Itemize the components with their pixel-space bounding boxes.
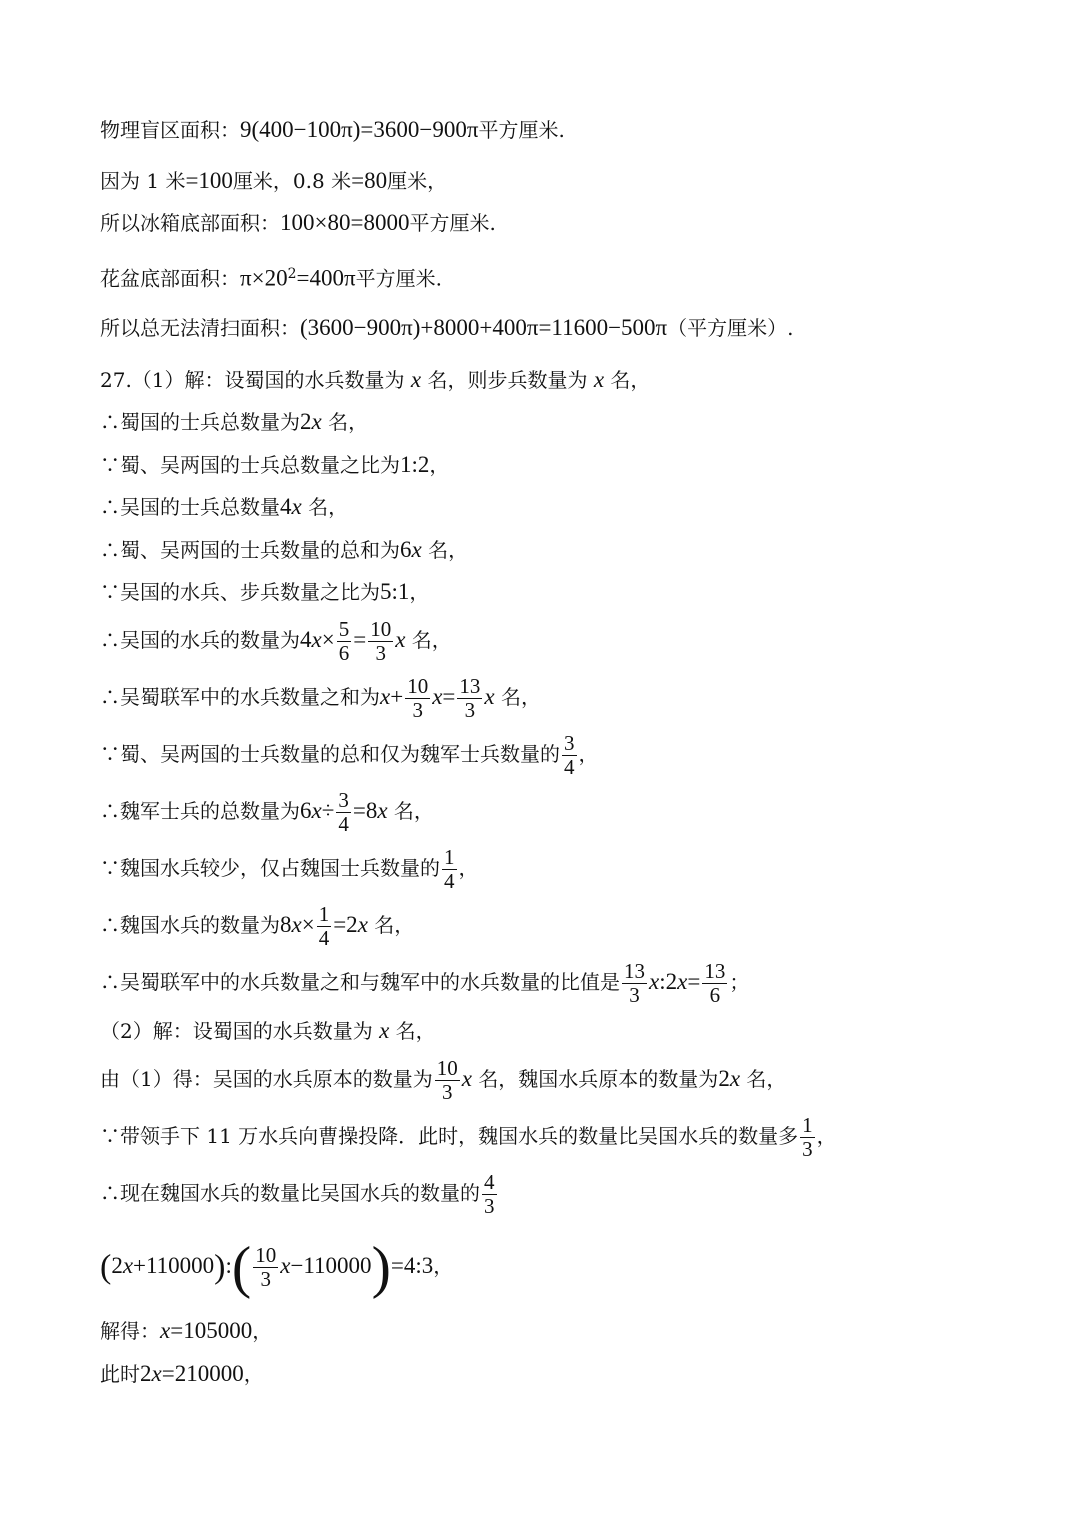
formula: 5:1: [380, 579, 410, 604]
denominator: 6: [709, 983, 721, 1007]
formula: :2: [659, 969, 678, 994]
numerator: 5: [338, 617, 350, 641]
line-unit-conversion: [100, 167, 447, 195]
text: 名，: [610, 368, 651, 392]
line-ratio-1-2: [100, 451, 449, 479]
formula: 1:2: [400, 452, 430, 477]
formula: 2: [111, 1253, 123, 1278]
variable: x: [357, 912, 368, 937]
variable: x: [410, 367, 422, 392]
variable: x: [677, 969, 688, 994]
text: 解得：: [100, 1319, 160, 1343]
line-wei-navy: [100, 903, 414, 950]
fraction: [405, 675, 430, 722]
line-original-counts: [100, 1057, 786, 1104]
numerator: 1: [802, 1113, 813, 1137]
paren-right: ): [214, 1248, 226, 1286]
text: 27.（1）解：设蜀国的水兵数量为: [100, 368, 405, 392]
denominator: 3: [629, 983, 640, 1007]
formula: 6: [300, 798, 312, 823]
variable: x: [380, 684, 391, 709]
formula: 2: [718, 1066, 730, 1091]
numerator: 13: [459, 674, 481, 698]
text: ∵吴国的水兵、步兵数量之比为: [100, 580, 380, 604]
paren-left-large: (: [231, 1234, 252, 1300]
numerator: 10: [436, 1056, 458, 1080]
fraction: [368, 618, 393, 665]
line-wei-total: [100, 789, 434, 836]
variable: x: [593, 367, 605, 392]
formula: ÷: [321, 798, 335, 823]
fraction: [800, 1114, 815, 1161]
formula: =: [353, 627, 367, 652]
variable: x: [311, 409, 322, 434]
variable: x: [291, 494, 302, 519]
variable: x: [729, 1066, 741, 1091]
variable: x: [395, 627, 406, 652]
paren-right-large: ): [371, 1234, 391, 1300]
text: 名，则步兵数量为: [427, 368, 588, 392]
variable: x: [411, 537, 422, 562]
text: 名，: [746, 1067, 787, 1091]
fraction: [253, 1244, 278, 1291]
text: 平方厘米.: [355, 266, 442, 291]
variable: x: [377, 798, 388, 823]
text: ，: [578, 742, 599, 766]
denominator: 3: [802, 1137, 813, 1161]
line-surrender: [100, 1114, 837, 1161]
numerator: 10: [370, 617, 392, 641]
line-q27-setup: [100, 366, 650, 394]
line-ratio-result: [100, 960, 749, 1007]
formula: π×20: [240, 265, 288, 291]
text: ∴魏军士兵的总数量为: [100, 799, 300, 823]
text: （平方厘米）.: [667, 316, 794, 340]
line-part2-setup: [100, 1017, 436, 1045]
text: ，: [252, 1319, 273, 1343]
formula: −110000: [290, 1253, 372, 1278]
formula: =105000: [170, 1318, 253, 1343]
formula: =100: [185, 168, 233, 193]
formula: 9(400−100π)=3600−900π: [240, 117, 479, 142]
denominator: 4: [564, 755, 575, 779]
text: ∵带领手下 11 万水兵向曹操投降．此时，魏国水兵的数量比吴国水兵的数量多: [100, 1124, 799, 1148]
text: 所以总无法清扫面积：: [100, 316, 300, 340]
variable: x: [484, 684, 495, 709]
line-shu-wu-sum: [100, 536, 468, 564]
text: ，: [429, 453, 450, 477]
formula: =2: [333, 912, 358, 937]
text: 名，魏国水兵原本的数量为: [478, 1067, 719, 1091]
formula: =210000: [161, 1361, 244, 1386]
variable: x: [461, 1066, 472, 1091]
numerator: 13: [624, 959, 645, 983]
formula: =: [687, 969, 701, 994]
line-wei-navy-fraction: [100, 846, 479, 893]
formula: ×: [321, 627, 335, 652]
text: ∴吴蜀联军中的水兵数量之和为: [100, 685, 380, 709]
text: 名，: [308, 495, 349, 519]
line-total-area: [100, 314, 794, 342]
fraction: [622, 960, 647, 1007]
line-alliance-navy-sum: [100, 675, 541, 722]
text: 名，: [393, 799, 434, 823]
text: ∴魏国水兵的数量为: [100, 913, 280, 937]
formula: +110000: [133, 1253, 215, 1278]
text: （2）解：设蜀国的水兵数量为: [100, 1019, 373, 1043]
fraction: [702, 960, 727, 1007]
text: 名，: [500, 685, 541, 709]
text: ∵魏国水兵较少，仅占魏国士兵数量的: [100, 856, 440, 880]
variable: x: [432, 684, 443, 709]
text: ；: [729, 970, 750, 994]
text: 此时: [100, 1362, 140, 1386]
variable: x: [151, 1361, 162, 1386]
numerator: 1: [444, 845, 455, 869]
formula: (3600−900π)+8000+400π=11600−500π: [300, 315, 668, 340]
formula: 6: [400, 537, 412, 562]
formula: 100×80=8000: [280, 210, 410, 235]
text: ∴蜀、吴两国的士兵数量的总和为: [100, 538, 400, 562]
line-now-ratio: [100, 1171, 499, 1218]
formula: =4:3: [390, 1253, 434, 1278]
text: 物理盲区面积：: [100, 118, 240, 142]
line-final: [100, 1360, 264, 1388]
variable: x: [649, 969, 660, 994]
formula: 8: [280, 912, 292, 937]
denominator: 3: [412, 698, 423, 722]
denominator: 6: [338, 641, 350, 665]
line-physics-blind-area: [100, 116, 565, 144]
formula: ×: [301, 912, 315, 937]
line-solution: [100, 1317, 272, 1345]
formula: =80: [351, 168, 388, 193]
variable: x: [160, 1318, 171, 1343]
fraction: [457, 675, 482, 722]
superscript: 2: [287, 266, 297, 282]
formula: =400π: [296, 265, 356, 291]
formula: =8: [352, 798, 378, 823]
numerator: 3: [564, 731, 575, 755]
line-shu-total: [100, 408, 368, 436]
variable: x: [311, 798, 322, 823]
numerator: 3: [338, 788, 349, 812]
line-wu-navy: [100, 618, 452, 665]
formula: 4: [300, 627, 312, 652]
line-flowerpot-area: [100, 260, 442, 293]
line-fridge-area: [100, 209, 496, 237]
line-wei-ratio: [100, 732, 599, 779]
variable: x: [280, 1253, 291, 1278]
denominator: 3: [375, 641, 386, 665]
formula: 2: [300, 409, 312, 434]
numerator: 1: [318, 902, 330, 926]
denominator: 3: [484, 1194, 495, 1218]
denominator: 3: [441, 1080, 453, 1104]
text: ，: [458, 856, 479, 880]
text: ，: [433, 1254, 454, 1278]
text: 名，: [411, 628, 452, 652]
text: 由（1）得：吴国的水兵原本的数量为: [100, 1067, 433, 1091]
text: ∴蜀国的士兵总数量为: [100, 410, 300, 434]
formula: +: [390, 684, 404, 709]
text: ∵蜀、吴两国的士兵总数量之比为: [100, 453, 400, 477]
paren-left: (: [100, 1248, 112, 1286]
fraction: [482, 1171, 497, 1218]
variable: x: [311, 627, 322, 652]
text: 因为 1 米: [100, 169, 186, 193]
formula: :: [225, 1253, 232, 1278]
fraction: [562, 732, 577, 779]
numerator: 10: [407, 674, 429, 698]
fraction: [336, 789, 351, 836]
text: 所以冰箱底部面积：: [100, 211, 280, 235]
text: 花盆底部面积：: [100, 266, 240, 291]
text: 名，: [328, 410, 369, 434]
formula: =: [442, 684, 456, 709]
line-ratio-5-1: [100, 578, 429, 606]
text: 名，: [374, 913, 415, 937]
numerator: 10: [255, 1243, 277, 1267]
line-wu-total: [100, 493, 348, 521]
text: ∴吴国的水兵的数量为: [100, 628, 300, 652]
fraction: [317, 903, 332, 950]
variable: x: [291, 912, 302, 937]
numerator: 13: [704, 959, 726, 983]
text: ∴吴蜀联军中的水兵数量之和与魏军中的水兵数量的比值是: [100, 970, 620, 994]
formula: 4: [280, 494, 292, 519]
text: 厘米，0.8 米: [232, 169, 352, 193]
denominator: 4: [318, 926, 330, 950]
fraction: [442, 846, 457, 893]
denominator: 3: [464, 698, 476, 722]
variable: x: [379, 1018, 390, 1043]
fraction: [435, 1057, 460, 1104]
text: ∴吴国的士兵总数量: [100, 495, 280, 519]
line-equation: [100, 1234, 454, 1300]
denominator: 4: [444, 869, 455, 893]
text: 厘米，: [387, 169, 448, 193]
fraction: [337, 618, 352, 665]
variable: x: [122, 1253, 134, 1278]
denominator: 4: [338, 812, 349, 836]
text: 名，: [428, 538, 469, 562]
text: 平方厘米.: [478, 118, 565, 142]
text: 名，: [395, 1019, 436, 1043]
text: ，: [816, 1124, 837, 1148]
text: ∵蜀、吴两国的士兵数量的总和仅为魏军士兵数量的: [100, 742, 560, 766]
text: ，: [409, 580, 430, 604]
formula: 2: [140, 1361, 152, 1386]
denominator: 3: [260, 1267, 271, 1291]
text: ，: [243, 1362, 264, 1386]
text: ∴现在魏国水兵的数量比吴国水兵的数量的: [100, 1181, 480, 1205]
numerator: 4: [484, 1170, 495, 1194]
cropped-header-fragment: [100, 88, 192, 98]
text: 平方厘米.: [409, 211, 496, 235]
